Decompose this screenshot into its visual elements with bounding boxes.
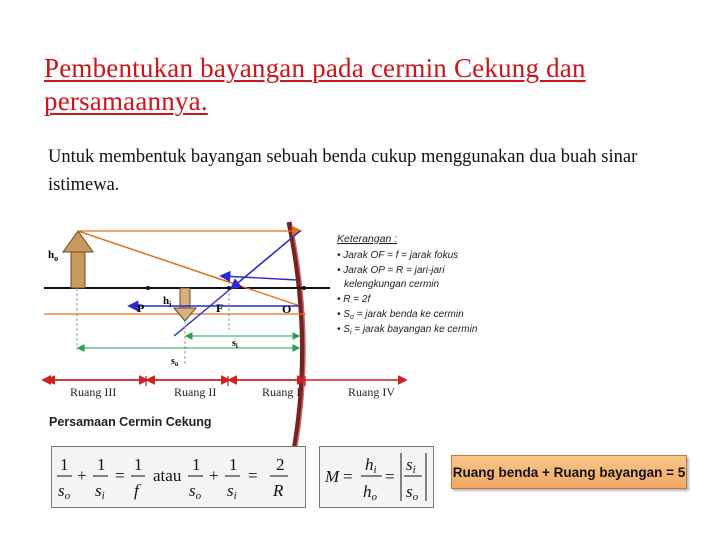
svg-text:• R = 2f: • R = 2f: [337, 294, 371, 305]
svg-text:so: so: [58, 481, 71, 502]
persamaan-heading: Persamaan Cermin Cekung: [49, 415, 212, 429]
svg-text:f: f: [134, 481, 139, 500]
svg-text:• So = jarak benda ke cermin: • $S_o$ = jarak benda ke cermin: [337, 309, 464, 321]
svg-text:hi: hi: [365, 455, 377, 476]
svg-text:=: =: [115, 466, 125, 485]
magnification-box: [319, 446, 434, 508]
ruang-I: Ruang I: [262, 385, 301, 399]
ruang-IV: Ruang IV: [348, 385, 395, 399]
label-O: O: [282, 302, 292, 316]
label-hi: $h_i$: [163, 295, 172, 309]
svg-text:=: =: [343, 467, 353, 486]
svg-text:1: 1: [97, 455, 106, 474]
svg-text:R: R: [273, 481, 284, 500]
svg-text:si: si: [95, 481, 105, 502]
svg-text:Keterangan :: Keterangan :: [337, 233, 398, 245]
label-F: F: [216, 301, 224, 315]
svg-text:1: 1: [229, 455, 238, 474]
label-ho: $h_o$: [48, 249, 59, 263]
svg-text:ho: ho: [363, 482, 377, 503]
svg-text:kelengkungan cermin: kelengkungan cermin: [344, 279, 440, 290]
svg-text:si: si: [227, 481, 237, 502]
svg-text:atau: atau: [153, 466, 182, 485]
svg-text:• Si = jarak bayangan ke cermi: • $S_i$ = jarak bayangan ke cermin: [337, 324, 478, 336]
svg-text:• Jarak OF = f = jarak fokus: • Jarak OF = f = jarak fokus: [337, 250, 459, 261]
ruang-III: Ruang III: [70, 385, 117, 399]
svg-text:si: si: [406, 455, 416, 476]
object-arrow: [63, 231, 93, 288]
label-P: P: [137, 301, 145, 315]
svg-text:1: 1: [192, 455, 201, 474]
ruang-II: Ruang II: [174, 385, 217, 399]
label-so: $s_o$: [171, 356, 179, 368]
svg-text:M: M: [325, 467, 340, 486]
svg-text:=: =: [385, 467, 395, 486]
label-si: $s_i$: [232, 338, 238, 350]
svg-text:1: 1: [60, 455, 69, 474]
slide-subtitle: Untuk membentuk bayangan sebuah benda cukup menggunakan dua buah sinar istimewa.: [48, 147, 638, 195]
svg-text:+: +: [209, 466, 219, 485]
svg-text:=: =: [248, 466, 258, 485]
svg-text:so: so: [189, 481, 202, 502]
svg-text:2: 2: [276, 455, 285, 474]
keterangan-legend: [337, 233, 478, 336]
image-arrow: [174, 288, 196, 321]
concave-mirror: [289, 222, 303, 476]
slide-title: Pembentukan bayangan pada cermin Cekung dan persamaannya.: [44, 53, 586, 116]
svg-text:so: so: [406, 482, 419, 503]
ruang-sum-box: Ruang benda + Ruang bayangan = 5: [451, 455, 687, 489]
svg-text:1: 1: [134, 455, 143, 474]
mirror-equation-box: [51, 446, 306, 508]
svg-text:• Jarak OP = R = jari-jari: • Jarak OP = R = jari-jari: [337, 265, 445, 276]
svg-text:+: +: [77, 466, 87, 485]
